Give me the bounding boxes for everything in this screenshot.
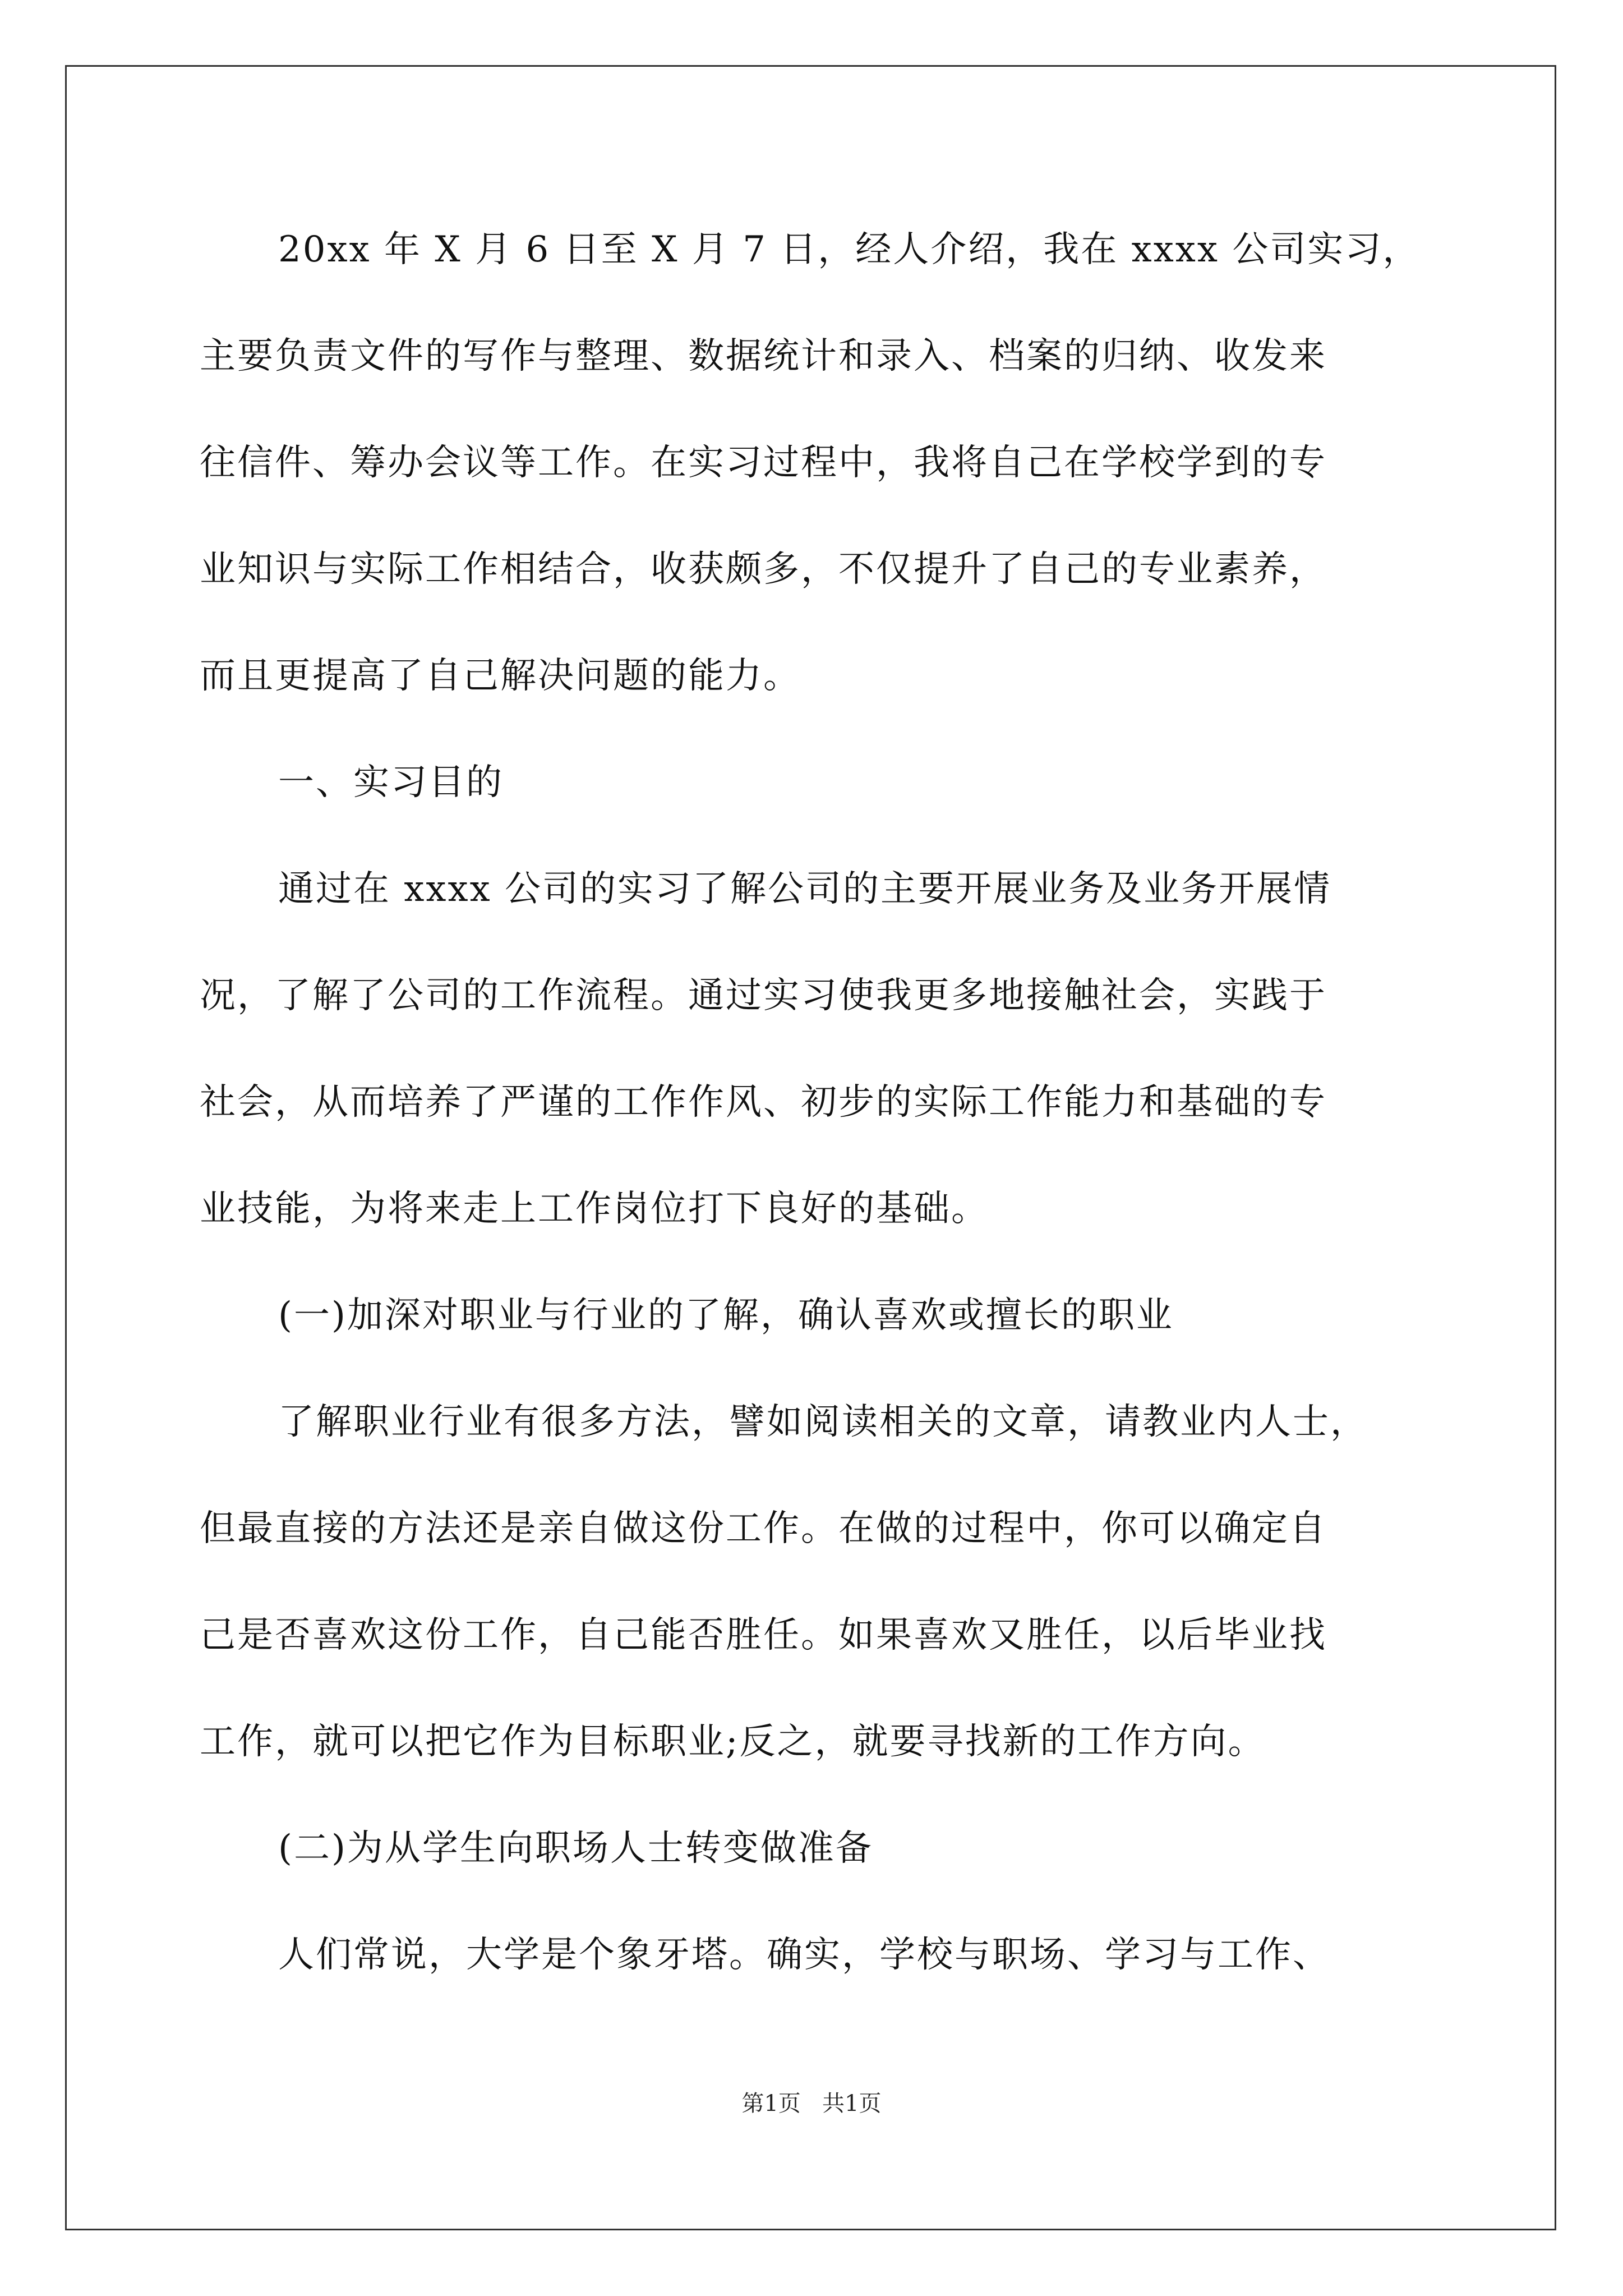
page-number-footer: 第1页 共1页 <box>741 2091 882 2116</box>
page-border <box>65 65 1556 2230</box>
paragraph-line: 人们常说，大学是个象牙塔。确实，学校与职场、学习与工作、 <box>278 1934 1330 1976</box>
paragraph-line: 工作，就可以把它作为目标职业;反之，就要寻找新的工作方向。 <box>200 1721 1266 1763</box>
paragraph-line: 但最直接的方法还是亲自做这份工作。在做的过程中，你可以确定自 <box>200 1508 1327 1549</box>
subsection-heading: (二)为从学生向职场人士转变做准备 <box>278 1828 873 1869</box>
paragraph-line: 而且更提高了自己解决问题的能力。 <box>200 655 801 697</box>
paragraph-line: 业技能，为将来走上工作岗位打下良好的基础。 <box>200 1188 989 1230</box>
paragraph-line: 况，了解了公司的工作流程。通过实习使我更多地接触社会，实践于 <box>200 975 1327 1016</box>
section-heading: 一、实习目的 <box>278 762 504 803</box>
paragraph-line: 20xx 年 X 月 6 日至 X 月 7 日，经人介绍，我在 xxxx 公司实习， <box>278 229 1421 270</box>
paragraph-line: 业知识与实际工作相结合，收获颇多，不仅提升了自己的专业素养， <box>200 549 1327 590</box>
paragraph-line: 己是否喜欢这份工作，自己能否胜任。如果喜欢又胜任，以后毕业找 <box>200 1614 1327 1656</box>
paragraph-line: 社会，从而培养了严谨的工作作风、初步的实际工作能力和基础的专 <box>200 1082 1327 1123</box>
paragraph-line: 往信件、筹办会议等工作。在实习过程中，我将自己在学校学到的专 <box>200 442 1327 484</box>
subsection-heading: (一)加深对职业与行业的了解，确认喜欢或擅长的职业 <box>278 1295 1174 1336</box>
paragraph-line: 了解职业行业有很多方法，譬如阅读相关的文章，请教业内人士， <box>278 1401 1368 1443</box>
paragraph-line: 主要负责文件的写作与整理、数据统计和录入、档案的归纳、收发来 <box>200 335 1327 377</box>
paragraph-line: 通过在 xxxx 公司的实习了解公司的主要开展业务及业务开展情 <box>278 868 1332 910</box>
